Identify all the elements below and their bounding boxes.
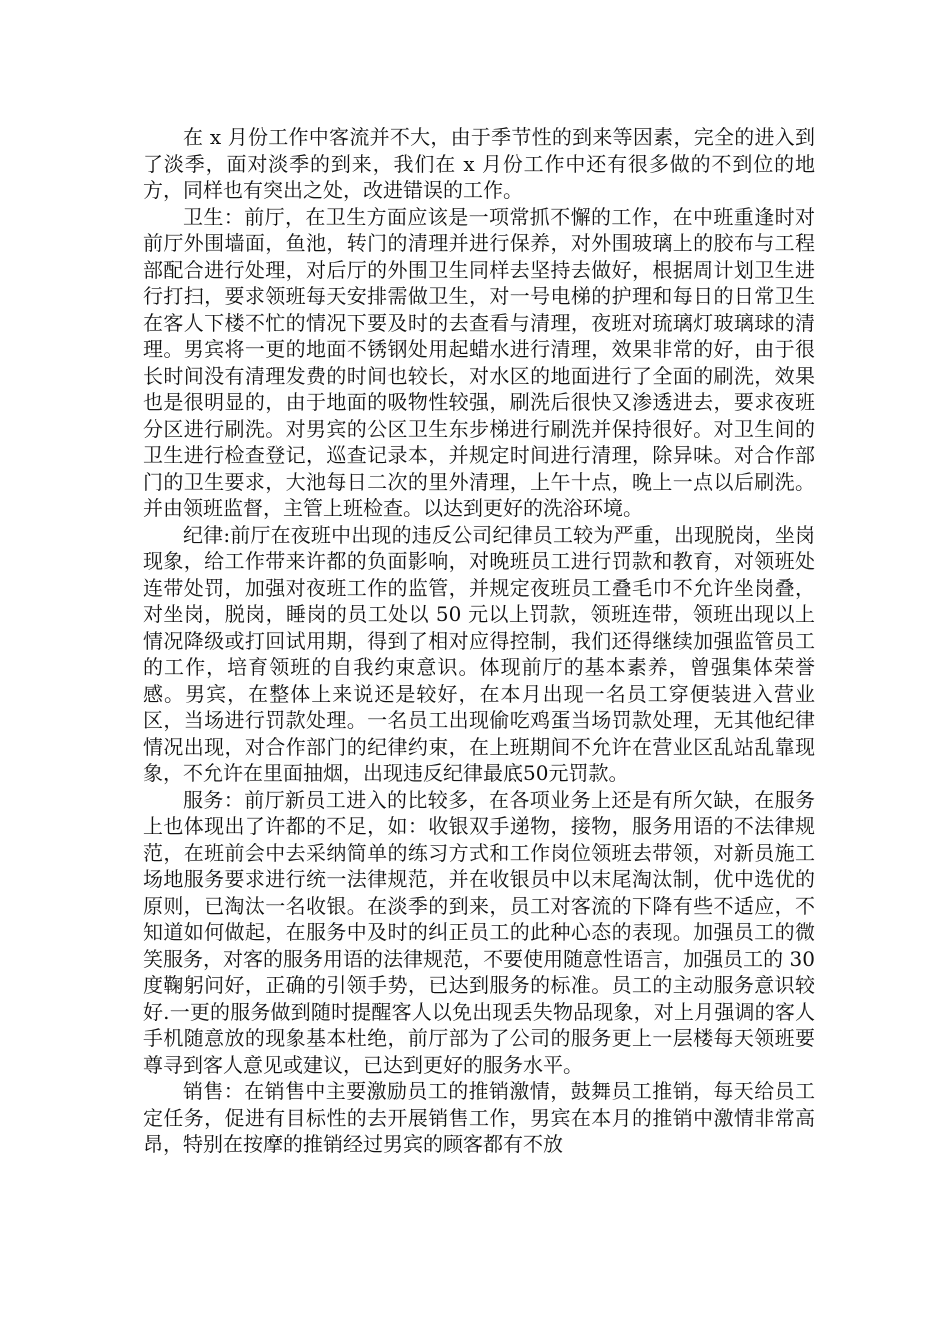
paragraph-hygiene: 卫生：前厅，在卫生方面应该是一项常抓不懈的工作，在中班重逢时对前厅外围墙面，鱼池，转门的清理并进行保养，对外围玻璃上的胶布与工程部配合进行处理，对后厅的外围卫生同样去坚持去做好，根据周计划卫生进行打扫，要求领班每天安排需做卫生，对一号电梯的护理和每日的日常卫生在客人下楼不忙的情况下要及时的去查看与清理，夜班对琉璃灯玻璃球的清理。男宾将一更的地面不锈钢处用起蜡水进行清理，效果非常的好，由于很长时间没有清理发费的时间也较长，对水区的地面进行了全面的刷洗，效果也是很明显的，由于地面的吸物性较强，刷洗后很快又渗透进去，要求夜班分区进行刷洗。对男宾的公区卫生东步梯进行刷洗并保持很好。对卫生间的卫生进行检查登记，巡查记录本，并规定时间进行清理，除异味。对合作部门的卫生要求，大池每日二次的里外清理，上午十点，晚上一点以后刷洗。并由领班监督，主管上班检查。以达到更好的洗浴环境。 xyxy=(143,204,815,520)
document-body xyxy=(143,124,815,1158)
paragraph-intro: 在 x 月份工作中客流并不大，由于季节性的到来等因素，完全的进入到了淡季，面对淡季的到来，我们在 x 月份工作中还有很多做的不到位的地方，同样也有突出之处，改进错误的工作。 xyxy=(143,125,815,202)
paragraph-discipline: 纪律:前厅在夜班中出现的违反公司纪律员工较为严重，出现脱岗，坐岗现象，给工作带来许都的负面影响，对晚班员工进行罚款和教育，对领班处连带处罚，加强对夜班工作的监管，并规定夜班员工叠毛巾不允许坐岗叠，对坐岗，脱岗，睡岗的员工处以 50 元以上罚款，领班连带，领班出现以上情况降级或打回试用期，得到了相对应得控制，我们还得继续加强监管员工的工作，培育领班的自我约束意识。体现前厅的基本素养，曾强集体荣誉感。男宾，在整体上来说还是较好，在本月出现一名员工穿便装进入营业区，当场进行罚款处理。一名员工出现偷吃鸡蛋当场罚款处理，无其他纪律情况出现，对合作部门的纪律约束，在上班期间不允许在营业区乱站乱靠现象，不允许在里面抽烟，出现违反纪律最底50元罚款。 xyxy=(143,522,815,785)
paragraph-sales: 销售：在销售中主要激励员工的推销激情，鼓舞员工推销，每天给员工定任务，促进有目标性的去开展销售工作，男宾在本月的推销中激情非常高昂，特别在按摩的推销经过男宾的顾客都有不放 xyxy=(143,1079,815,1156)
paragraph-service: 服务：前厅新员工进入的比较多，在各项业务上还是有所欠缺，在服务上也体现出了许都的不足，如：收银双手递物，接物，服务用语的不法律规范，在班前会中去采纳简单的练习方式和工作岗位领班去带领，对新员施工场地服务要求进行统一法律规范，并在收银员中以末尾淘汰制，优中选优的原则，已淘汰一名收银。在淡季的到来，员工对客流的下降有些不适应，不知道如何做起，在服务中及时的纠正员工的此种心态的表现。加强员工的微笑服务，对客的服务用语的法律规范，不要使用随意性语言，加强员工的 30 度鞠躬问好，正确的引领手势，已达到服务的标准。员工的主动服务意识较好.一更的服务做到随时提醒客人以免出现丢失物品现象，对上月强调的客人手机随意放的现象基本杜绝，前厅部为了公司的服务更上一层楼每天领班要尊寻到客人意见或建议，已达到更好的服务水平。 xyxy=(143,787,815,1077)
